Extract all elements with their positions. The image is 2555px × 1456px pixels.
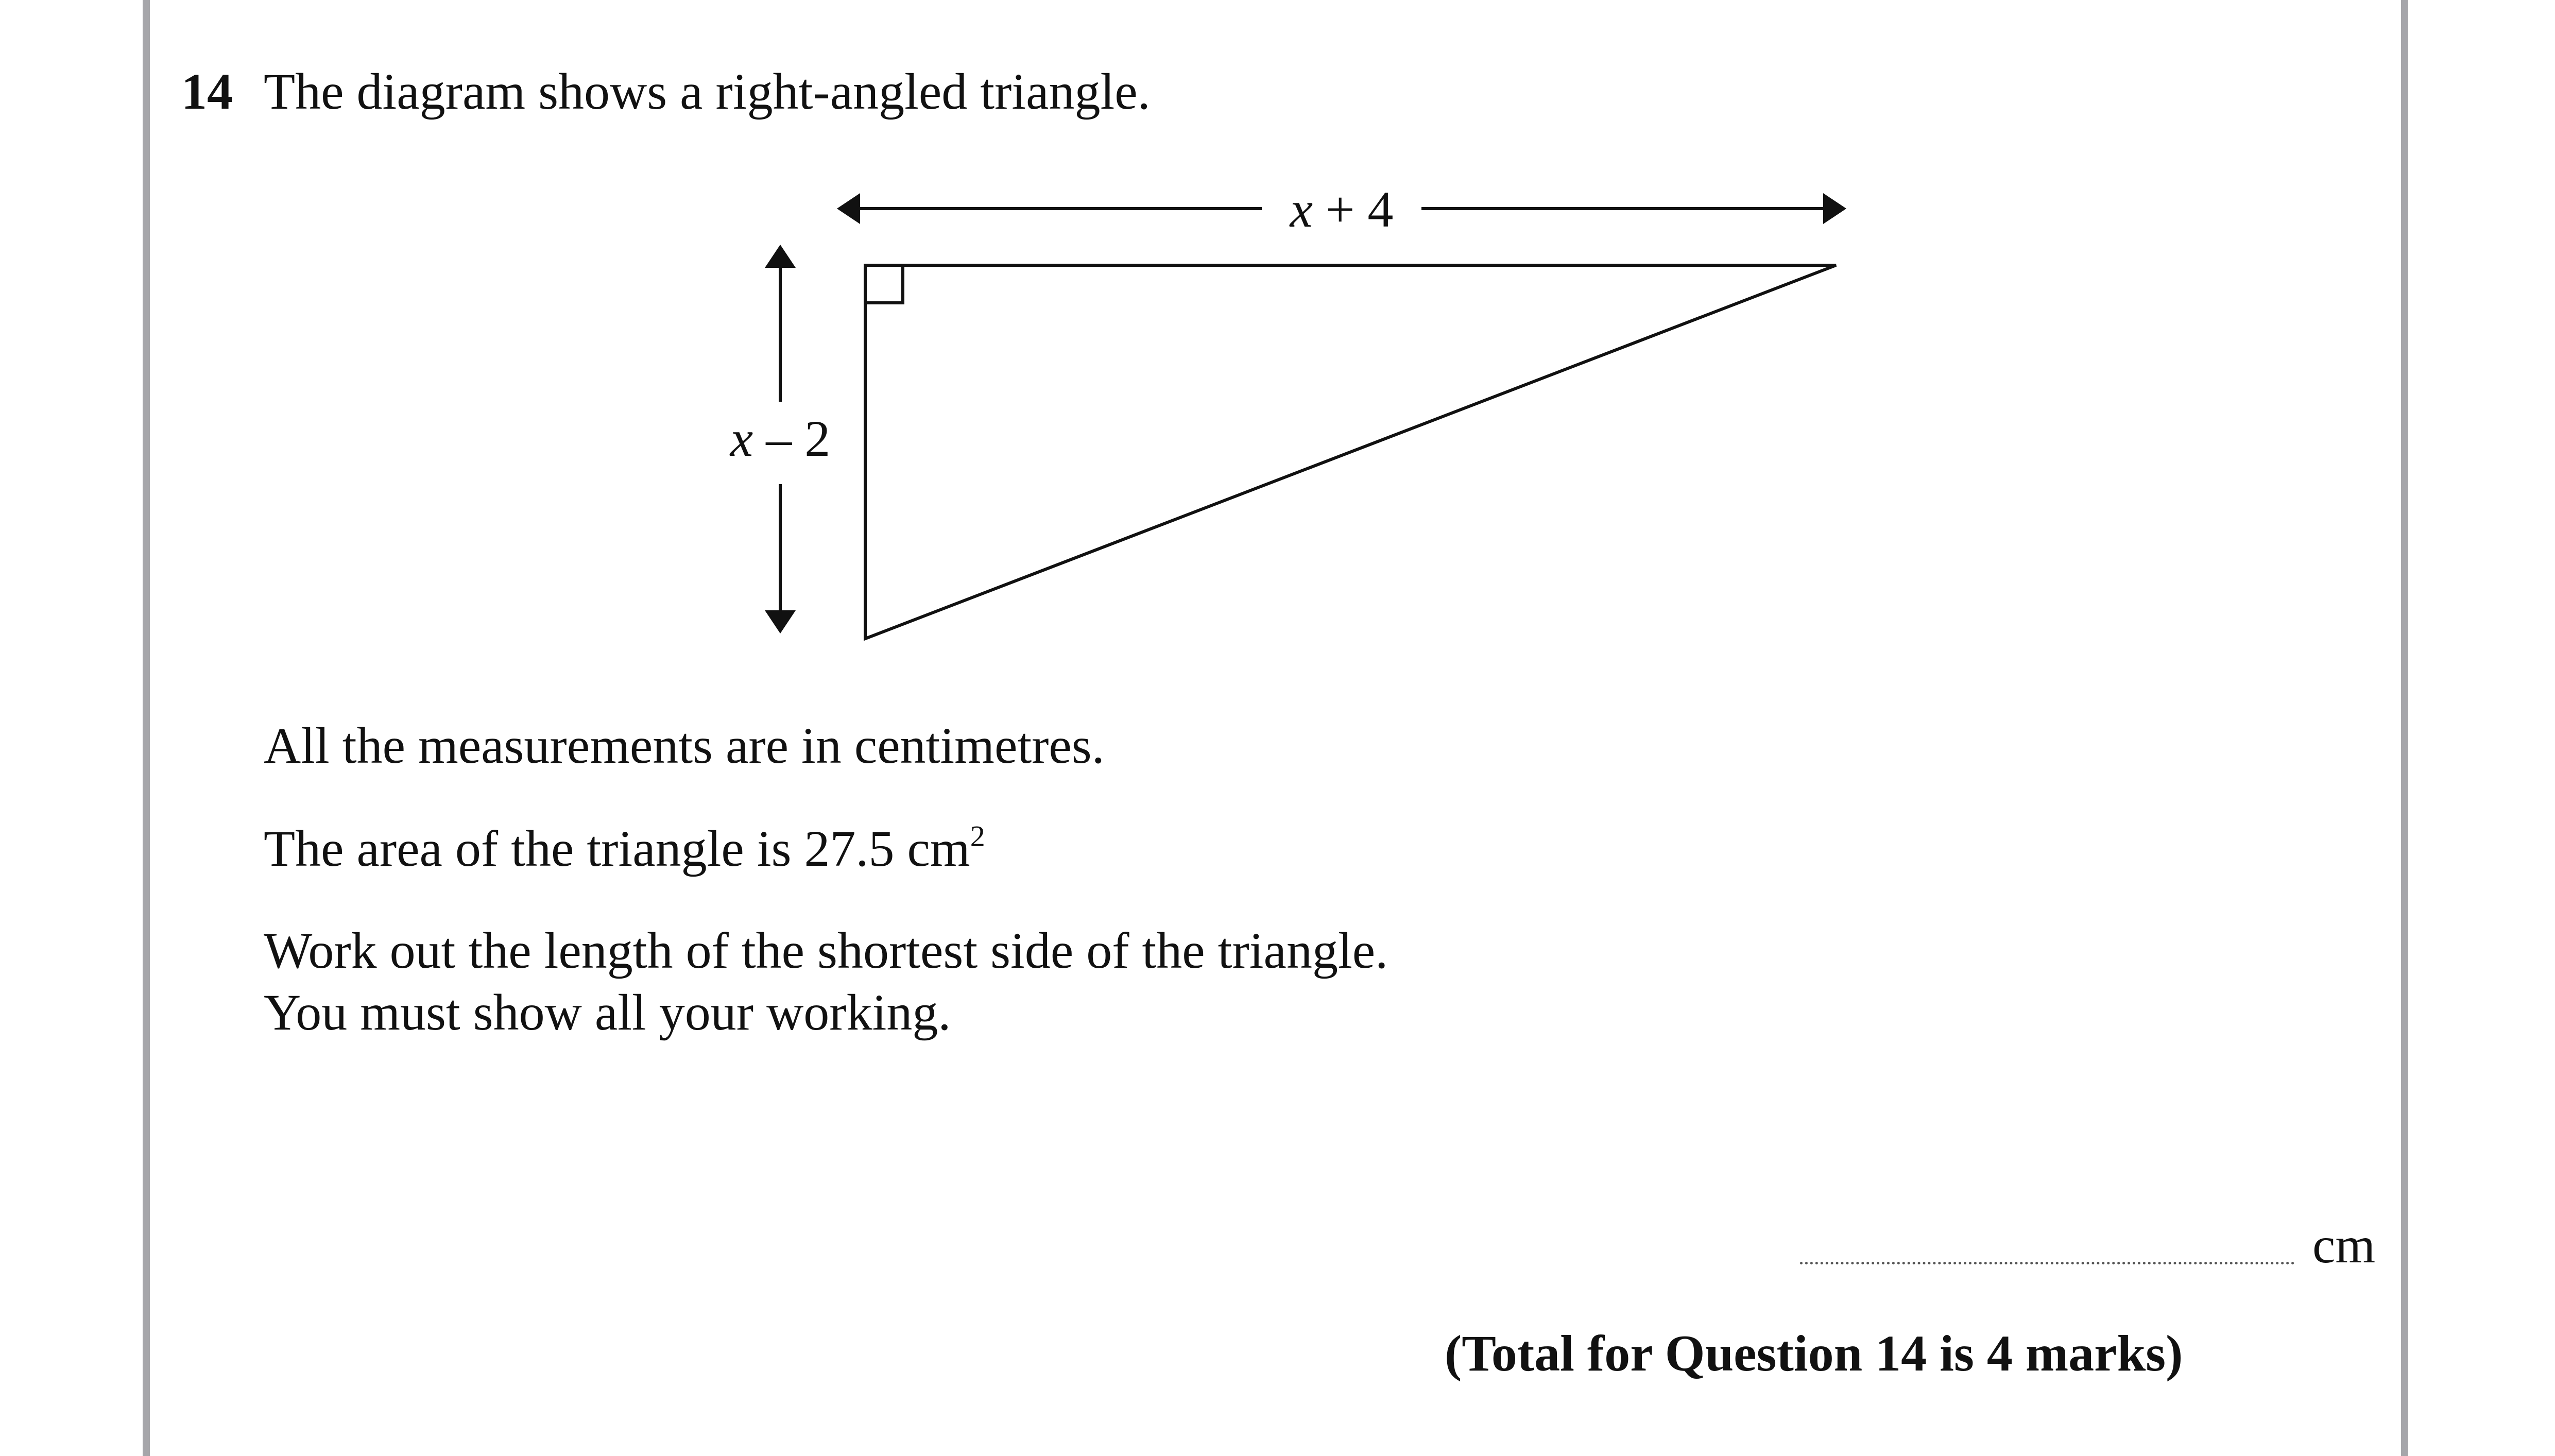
working-instruction: You must show all your working.: [264, 984, 951, 1041]
answer-line[interactable]: [1800, 1262, 2294, 1264]
page-border-right: [2401, 0, 2408, 1456]
right-angle-marker: [865, 265, 903, 303]
area-statement-text: The area of the triangle is 27.5 cm: [264, 820, 970, 877]
area-statement: [264, 818, 985, 880]
page-border-left: [143, 0, 150, 1456]
answer-unit: cm: [2312, 1217, 2376, 1274]
area-unit-exponent: 2: [970, 819, 985, 853]
total-marks: (Total for Question 14 is 4 marks): [1445, 1325, 2183, 1382]
measurements-note: All the measurements are in centimetres.: [264, 717, 1105, 774]
triangle-diagram: [706, 170, 1859, 664]
right-angled-triangle: [865, 265, 1836, 639]
task-instruction: Work out the length of the shortest side of the triangle.: [264, 922, 1388, 979]
question-intro: The diagram shows a right-angled triangle.: [264, 63, 1151, 120]
question-number: 14: [181, 63, 233, 120]
left-side-label: x – 2: [730, 410, 831, 467]
top-side-label: x + 4: [1290, 181, 1394, 238]
